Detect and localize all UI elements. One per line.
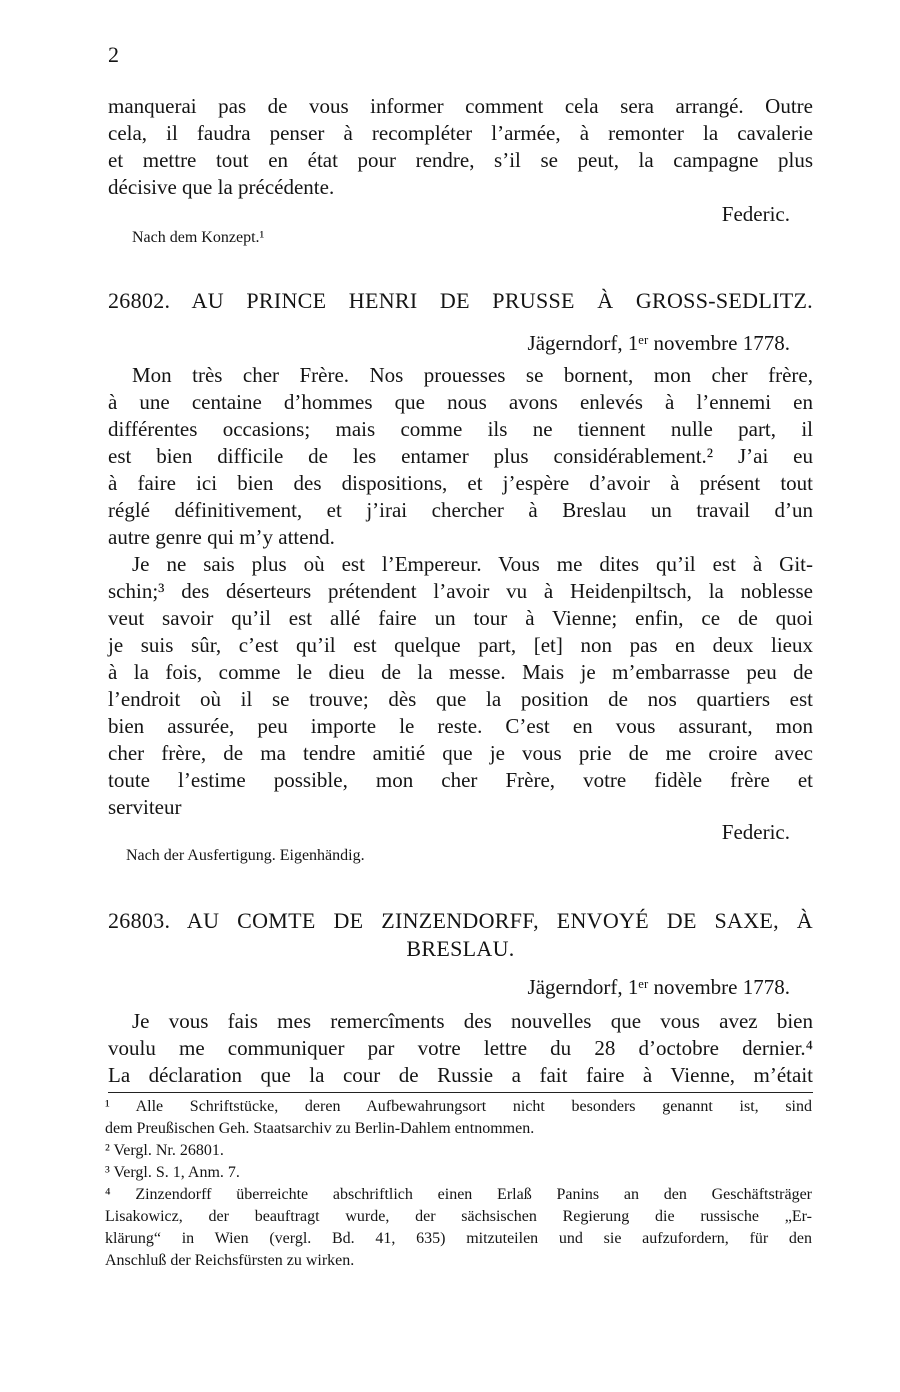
footnote-line: ² Vergl. Nr. 26801. bbox=[105, 1142, 224, 1159]
body-line: à la fois, comme le dieu de la messe. Mais je m’embarrasse peu de bbox=[108, 660, 813, 684]
body-line: cher frère, de ma tendre amitié que je vous prie de me croire avec bbox=[108, 741, 813, 765]
footnote-line: Lisakowicz, der beauftragt wurde, der sächsischen Regierung die russische „Er- bbox=[105, 1208, 812, 1225]
letter-heading: 26802. AU PRINCE HENRI DE PRUSSE À GROSS-SEDLITZ. bbox=[108, 288, 813, 313]
letter-heading-continued: BRESLAU. bbox=[406, 936, 515, 961]
body-line: à faire ici bien des dispositions, et j’espère d’avoir à présent tout bbox=[108, 471, 813, 495]
body-line: différentes occasions; mais comme ils ne tiennent nulle part, il bbox=[108, 417, 813, 441]
dateline: Jägerndorf, 1ᵉʳ novembre 1778. bbox=[527, 975, 790, 999]
footnote-line: ⁴ Zinzendorff überreichte abschriftlich einen Erlaß Panins an den Geschäftsträger bbox=[105, 1186, 812, 1203]
body-line: voulu me communiquer par votre lettre du 28 d’octobre dernier.⁴ bbox=[108, 1036, 813, 1060]
source-note: Nach der Ausfertigung. Eigenhändig. bbox=[126, 847, 365, 864]
body-line: décisive que la précédente. bbox=[108, 175, 335, 199]
body-line: Je vous fais mes remercîments des nouvelles que vous avez bien bbox=[132, 1009, 813, 1033]
footnote-line: ¹ Alle Schriftstücke, deren Aufbewahrungsort nicht besonders genannt ist, sind bbox=[105, 1098, 812, 1115]
body-line: serviteur bbox=[108, 795, 182, 819]
body-line: veut savoir qu’il est allé faire un tour à Vienne; enfin, ce de quoi bbox=[108, 606, 813, 630]
body-line: La déclaration que la cour de Russie a fait faire à Vienne, m’était bbox=[108, 1063, 813, 1087]
page-number: 2 bbox=[108, 42, 119, 67]
signature: Federic. bbox=[721, 820, 790, 844]
body-line: bien assurée, peu importe le reste. C’est en vous assurant, mon bbox=[108, 714, 813, 738]
body-line: est bien difficile de les entamer plus considérablement.² J’ai eu bbox=[108, 444, 813, 468]
body-line: Je ne sais plus où est l’Empereur. Vous me dites qu’il est à Git- bbox=[132, 552, 813, 576]
body-line: et mettre tout en état pour rendre, s’il se peut, la campagne plus bbox=[108, 148, 813, 172]
footnote-rule bbox=[108, 1092, 813, 1093]
body-line: réglé définitivement, et j’irai chercher à Breslau un travail d’un bbox=[108, 498, 813, 522]
body-line: toute l’estime possible, mon cher Frère, votre fidèle frère et bbox=[108, 768, 813, 792]
body-line: l’endroit où il se trouve; dès que la position de nos quartiers est bbox=[108, 687, 813, 711]
footnote-line: Anschluß der Reichsfürsten zu wirken. bbox=[105, 1252, 355, 1269]
body-line: autre genre qui m’y attend. bbox=[108, 525, 335, 549]
body-line: à une centaine d’hommes que nous avons enlevés à l’ennemi en bbox=[108, 390, 813, 414]
signature: Federic. bbox=[721, 202, 790, 226]
footnote-line: klärung“ in Wien (vergl. Bd. 41, 635) mitzuteilen und sie aufzufordern, für den bbox=[105, 1230, 812, 1247]
footnote-line: ³ Vergl. S. 1, Anm. 7. bbox=[105, 1164, 240, 1181]
dateline: Jägerndorf, 1ᵉʳ novembre 1778. bbox=[527, 331, 790, 355]
source-note: Nach dem Konzept.¹ bbox=[132, 229, 265, 246]
body-line: schin;³ des déserteurs prétendent l’avoir vu à Heidenpiltsch, la noblesse bbox=[108, 579, 813, 603]
footnote-line: dem Preußischen Geh. Staatsarchiv zu Berlin-Dahlem entnommen. bbox=[105, 1120, 535, 1137]
body-line: manquerai pas de vous informer comment cela sera arrangé. Outre bbox=[108, 94, 813, 118]
body-line: cela, il faudra penser à recompléter l’armée, à remonter la cavalerie bbox=[108, 121, 813, 145]
body-line: je suis sûr, c’est qu’il est quelque part, [et] non pas en deux lieux bbox=[108, 633, 813, 657]
body-line: Mon très cher Frère. Nos prouesses se bornent, mon cher frère, bbox=[132, 363, 813, 387]
letter-heading: 26803. AU COMTE DE ZINZENDORFF, ENVOYÉ DE SAXE, À bbox=[108, 908, 813, 933]
